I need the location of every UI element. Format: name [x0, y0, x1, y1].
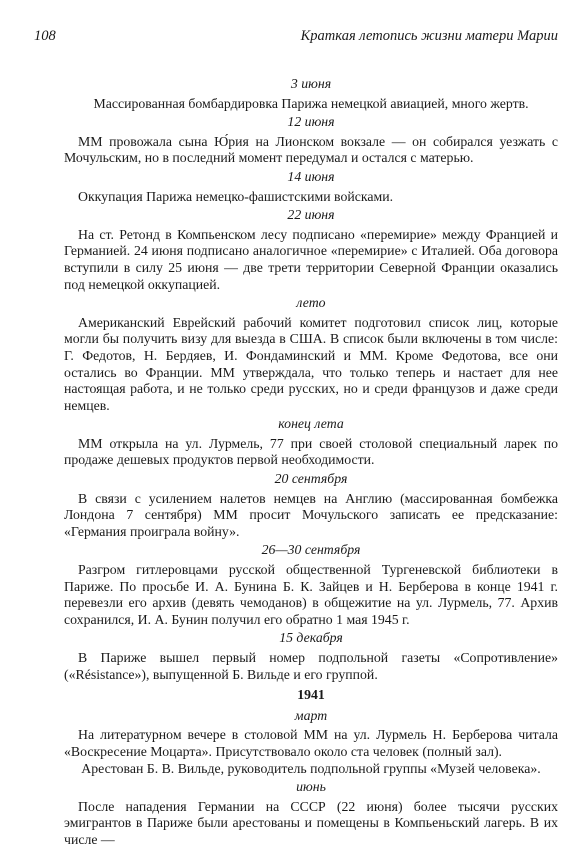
entry-text: ММ открыла на ул. Лурмель, 77 при своей столовой специальный ларек по продаже дешевых продуктов первой необходимости.	[64, 435, 558, 468]
entry-date: 14 июня	[287, 168, 335, 184]
entry-date: 15 декабря	[279, 630, 343, 646]
entry-text: После нападения Германии на СССР (22 июня) более тысячи русских эмигрантов в Париже были арестованы и помещены в Компьеньский лагерь. В их числе —	[64, 798, 558, 847]
entry-text: ММ провожала сына Ю́рия на Лионском вокзале — он собирался уезжать с Мочульским, но в последний момент передумал и остался с матерью.	[64, 133, 558, 166]
entry-text: Разгром гитлеровцами русской общественной Тургеневской библиотеки в Париже. По просьбе И. А. Бунина Б. К. Зайцев и Н. Берберова в конце 1941 г. перевезли его архив (девять чемоданов) в общежитие на ул. Лурмель, 77. Архив сохранился, И. А. Бунин получил его обратно 1 мая 1945 г.	[64, 562, 558, 627]
entry-text: Арестован Б. В. Вильде, руководитель подпольной группы «Музей человека».	[81, 760, 541, 776]
entry-text: В связи с усилением налетов немцев на Англию (массированная бомбежка Лондона 7 сентября) ММ просит Мочульского записать ее предсказание: «Германия проиграла войну».	[64, 490, 558, 539]
entry-date: 26—30 сентября	[261, 542, 361, 558]
page-header	[34, 28, 558, 50]
entry-text: Оккупация Парижа немецко-фашистскими войсками.	[78, 188, 394, 204]
entry-date: 12 июня	[287, 114, 335, 130]
entry-text: В Париже вышел первый номер подпольной газеты «Сопротивление» («Résistance»), выпущенной Б. Вильде и его группой.	[64, 650, 558, 682]
entry-text: На литературном вечере в столовой ММ на ул. Лурмель Н. Берберова читала «Воскресение Моцарта». Присутствовало около ста человек (полный зал).	[64, 727, 558, 759]
entry-date: июнь	[296, 779, 326, 795]
entry-date: март	[294, 707, 328, 723]
running-title: Краткая летопись жизни матери Марии	[300, 28, 558, 44]
entry-date: 22 июня	[287, 207, 335, 223]
entry-date: 20 сентября	[274, 471, 348, 487]
entry-date: 3 июня	[290, 76, 332, 91]
page-number: 108	[34, 28, 56, 44]
entry-text: Американский Еврейский рабочий комитет подготовил список лиц, которые могли бы получить визу для выезда в США. В список были включены в том числе: Г. Федотов, Н. Бердяев, И. Фондаминский и ММ. Кроме Федотова, все они остались во Франции. ММ утверждала, что только теперь и настает для нее настоящая работа, и не только среди русских, но и среди французов и даже среди немцев.	[64, 314, 558, 413]
entry-date: конец лета	[278, 416, 344, 432]
entry-date: лето	[296, 295, 326, 311]
page-content	[64, 74, 558, 849]
entry-text: На ст. Ретонд в Компьенском лесу подписано «перемирие» между Францией и Германией. 24 июня подписано аналогичное «перемирие» с Италией. Оба договора вступили в силу 25 июня — две трети территории Северной Франции оказались под немецкой оккупацией.	[64, 226, 558, 292]
year-heading: 1941	[297, 687, 325, 703]
entry-text: Массированная бомбардировка Парижа немецкой авиацией, много жертв.	[93, 95, 529, 111]
